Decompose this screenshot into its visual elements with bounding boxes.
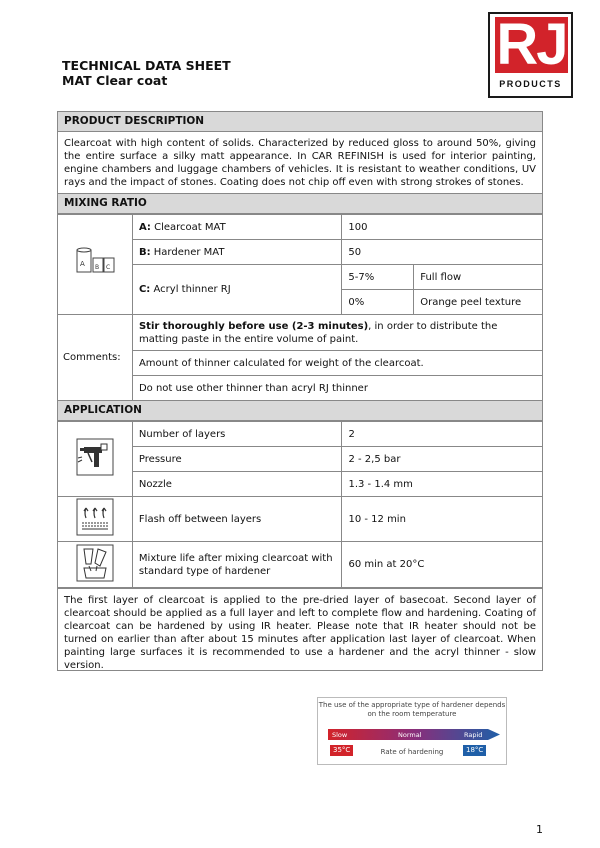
temperature-high-badge: 35°C <box>330 745 353 756</box>
nozzle-value: 1.3 - 1.4 mm <box>342 472 543 497</box>
flash-off-value: 10 - 12 min <box>342 497 543 542</box>
pressure-value: 2 - 2,5 bar <box>342 447 543 472</box>
thinner-result: Full flow <box>414 265 543 290</box>
rj-products-logo <box>488 12 573 98</box>
component-b-value: 50 <box>342 240 543 265</box>
nozzle-label: Nozzle <box>132 472 342 497</box>
thinner-amount: 5-7% <box>342 265 414 290</box>
mixing-cans-icon <box>58 215 133 315</box>
document-title <box>62 58 231 88</box>
logo-subtitle: PRODUCTS <box>499 79 562 89</box>
svg-text:B: B <box>94 263 100 271</box>
comment-stir-rest: , in order to distribute the matting paste in the entire volume of paint. <box>138 320 498 345</box>
comment-stir <box>132 315 542 351</box>
mixture-life-value: 60 min at 20°C <box>342 542 543 588</box>
component-c <box>132 265 341 315</box>
comment-thinner-weight: Amount of thinner calculated for weight of the clearcoat. <box>132 351 542 376</box>
thinner-result: Orange peel texture <box>414 290 543 315</box>
component-c-name: Acryl thinner RJ <box>153 284 231 295</box>
hardener-temperature-chart <box>317 697 507 765</box>
component-a <box>132 215 341 240</box>
section-heading-product-description: PRODUCT DESCRIPTION <box>57 111 543 132</box>
comment-stir-bold: Stir thoroughly before use (2-3 minutes) <box>138 320 369 332</box>
application-table <box>57 421 543 588</box>
component-b-name: Hardener MAT <box>153 246 225 258</box>
pot-life-icon <box>58 542 133 588</box>
page-number: 1 <box>536 823 543 836</box>
comment-thinner-type: Do not use other thinner than acryl RJ thinner <box>132 376 542 401</box>
hardener-slow-label: Slow <box>332 731 348 739</box>
layers-label: Number of layers <box>132 422 342 447</box>
temperature-low-badge: 18°C <box>463 745 486 756</box>
svg-text:C: C <box>105 263 111 271</box>
mixing-ratio-table <box>57 214 543 401</box>
pressure-label: Pressure <box>132 447 342 472</box>
section-heading-application: APPLICATION <box>57 400 543 421</box>
hardener-chart-title: The use of the appropriate type of hardener depends on the room temperature <box>318 701 506 718</box>
component-b <box>132 240 341 265</box>
svg-text:A: A <box>79 259 85 268</box>
layers-value: 2 <box>342 422 543 447</box>
logo-brand: RJ <box>496 12 567 77</box>
application-text: The first layer of clearcoat is applied to the pre-dried layer of basecoat. Second layer of clearcoat should be applied as a full layer and left to complete flow and hardening. Coating of clearcoat can be hardened by using IR heater. Please note that IR heater should not be turned on earlier than after about 15 minutes after application last layer of clearcoat. When painting large surfaces it is recommended to use a hardener and the acryl thinner - slow version. <box>57 588 543 671</box>
title-line-1: TECHNICAL DATA SHEET <box>62 58 231 73</box>
component-a-key: A: <box>138 221 151 233</box>
mixture-life-label: Mixture life after mixing clearcoat with standard type of hardener <box>132 542 342 588</box>
component-c-key: C: <box>138 284 151 295</box>
thinner-amount: 0% <box>342 290 414 315</box>
product-description-text: Clearcoat with high content of solids. Characterized by reduced gloss to around 50%, giving the entire surface a silky matt appearance. In CAR REFINISH is used for interior painting, engine chambers and luggage chambers of vehicles. It is resistant to weather conditions, UV rays and the impact of stones. Coating does not chip off even with strong strokes of stones. <box>57 132 543 194</box>
rate-of-hardening-label: Rate of hardening <box>380 748 444 756</box>
flash-off-icon <box>58 497 133 542</box>
flash-off-label: Flash off between layers <box>132 497 342 542</box>
component-a-name: Clearcoat MAT <box>154 221 226 233</box>
hardener-normal-label: Normal <box>398 731 422 739</box>
spray-gun-icon <box>58 422 133 497</box>
component-b-key: B: <box>138 246 151 258</box>
section-heading-mixing-ratio: MIXING RATIO <box>57 193 543 214</box>
title-line-2: MAT Clear coat <box>62 73 168 88</box>
component-a-value: 100 <box>342 215 543 240</box>
comments-label: Comments: <box>58 315 133 401</box>
hardener-rapid-label: Rapid <box>464 731 483 739</box>
